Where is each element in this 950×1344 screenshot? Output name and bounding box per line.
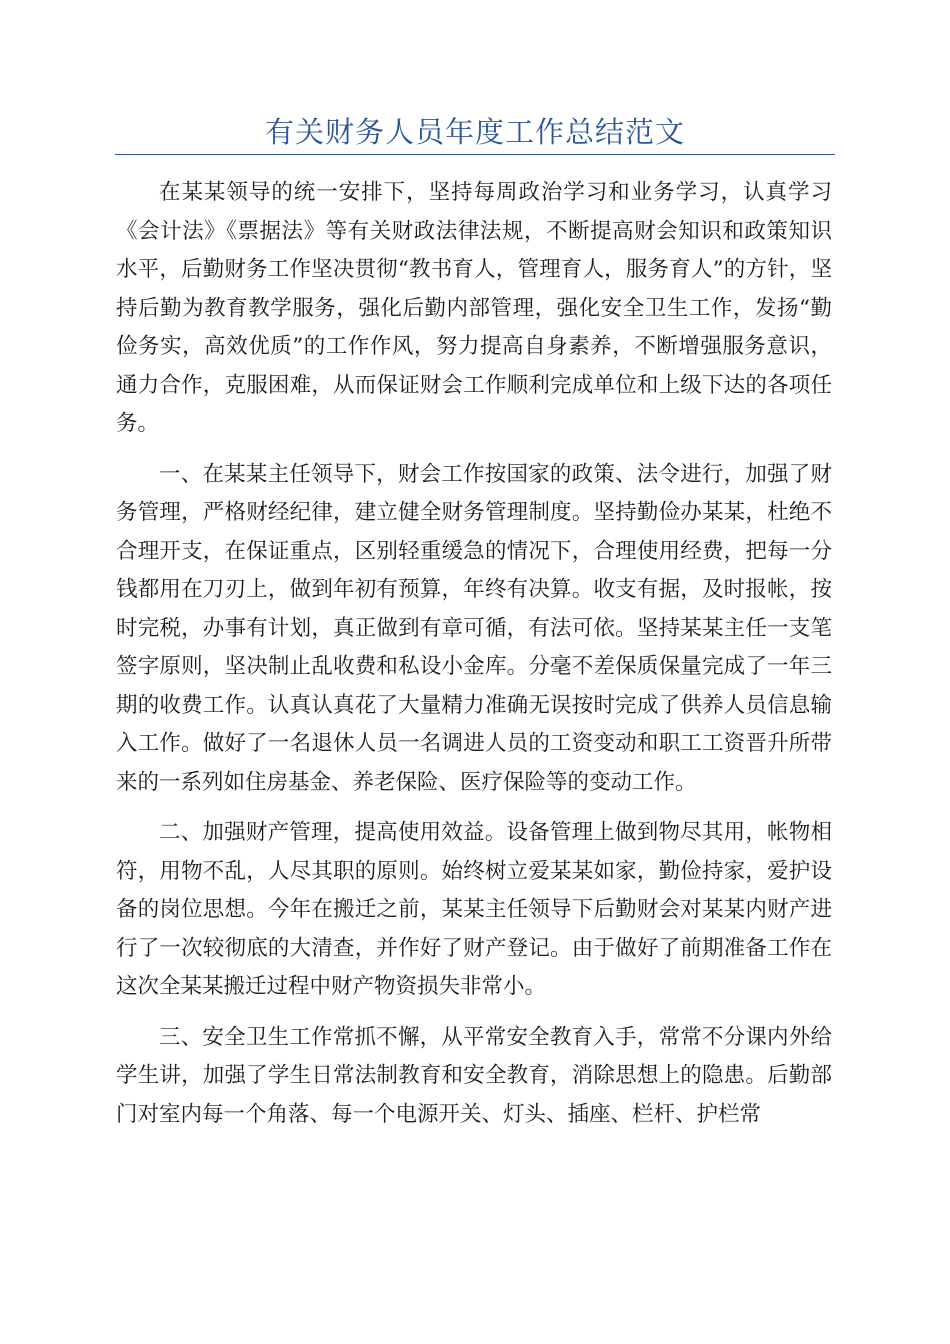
- paragraph-section-3: 三、安全卫生工作常抓不懈，从平常安全教育入手，常常不分课内外给学生讲，加强了学生日常法制教育和安全教育，消除思想上的隐患。后勤部门对室内每一个角落、每一个电源开关、灯头、插座、栏杆、护栏常: [116, 1024, 832, 1127]
- title-underline: [115, 154, 835, 155]
- paragraph-section-1: 一、在某某主任领导下，财会工作按国家的政策、法令进行，加强了财务管理，严格财经纪律，建立健全财务管理制度。坚持勤俭办某某，杜绝不合理开支，在保证重点，区别轻重缓急的情况下，合理使用经费，把每一分钱都用在刀刃上，做到年初有预算，年终有决算。收支有据，及时报帐，按时完税，办事有计划，真正做到有章可循，有法可依。坚持某某主任一支笔签字原则，坚决制止乱收费和私设小金库。分毫不差保质保量完成了一年三期的收费工作。认真认真花了大量精力准确无误按时完成了供养人员信息输入工作。做好了一名退休人员一名调进人员的工资变动和职工工资晋升所带来的一系列如住房基金、养老保险、医疗保险等的变动工作。: [116, 461, 832, 795]
- document-body: [116, 174, 832, 1146]
- paragraph-intro: 在某某领导的统一安排下，坚持每周政治学习和业务学习，认真学习《会计法》《票据法》等有关财政法律法规，不断提高财会知识和政策知识水平，后勤财务工作坚决贯彻“教书育人，管理育人，服务育人”的方针，坚持后勤为教育教学服务，强化后勤内部管理，强化安全卫生工作，发扬“勤俭务实，高效优质”的工作作风，努力提高自身素养，不断增强服务意识，通力合作，克服困难，从而保证财会工作顺利完成单位和上级下达的各项任务。: [116, 180, 832, 436]
- document-title: 有关财务人员年度工作总结范文: [264, 115, 685, 149]
- paragraph-section-2: 二、加强财产管理，提高使用效益。设备管理上做到物尽其用，帐物相符，用物不乱，人尽其职的原则。始终树立爱某某如家，勤俭持家，爱护设备的岗位思想。今年在搬迁之前，某某主任领导下后勤财会对某某内财产进行了一次较彻底的大清查，并作好了财产登记。由于做好了前期准备工作在这次全某某搬迁过程中财产物资损失非常小。: [116, 820, 832, 999]
